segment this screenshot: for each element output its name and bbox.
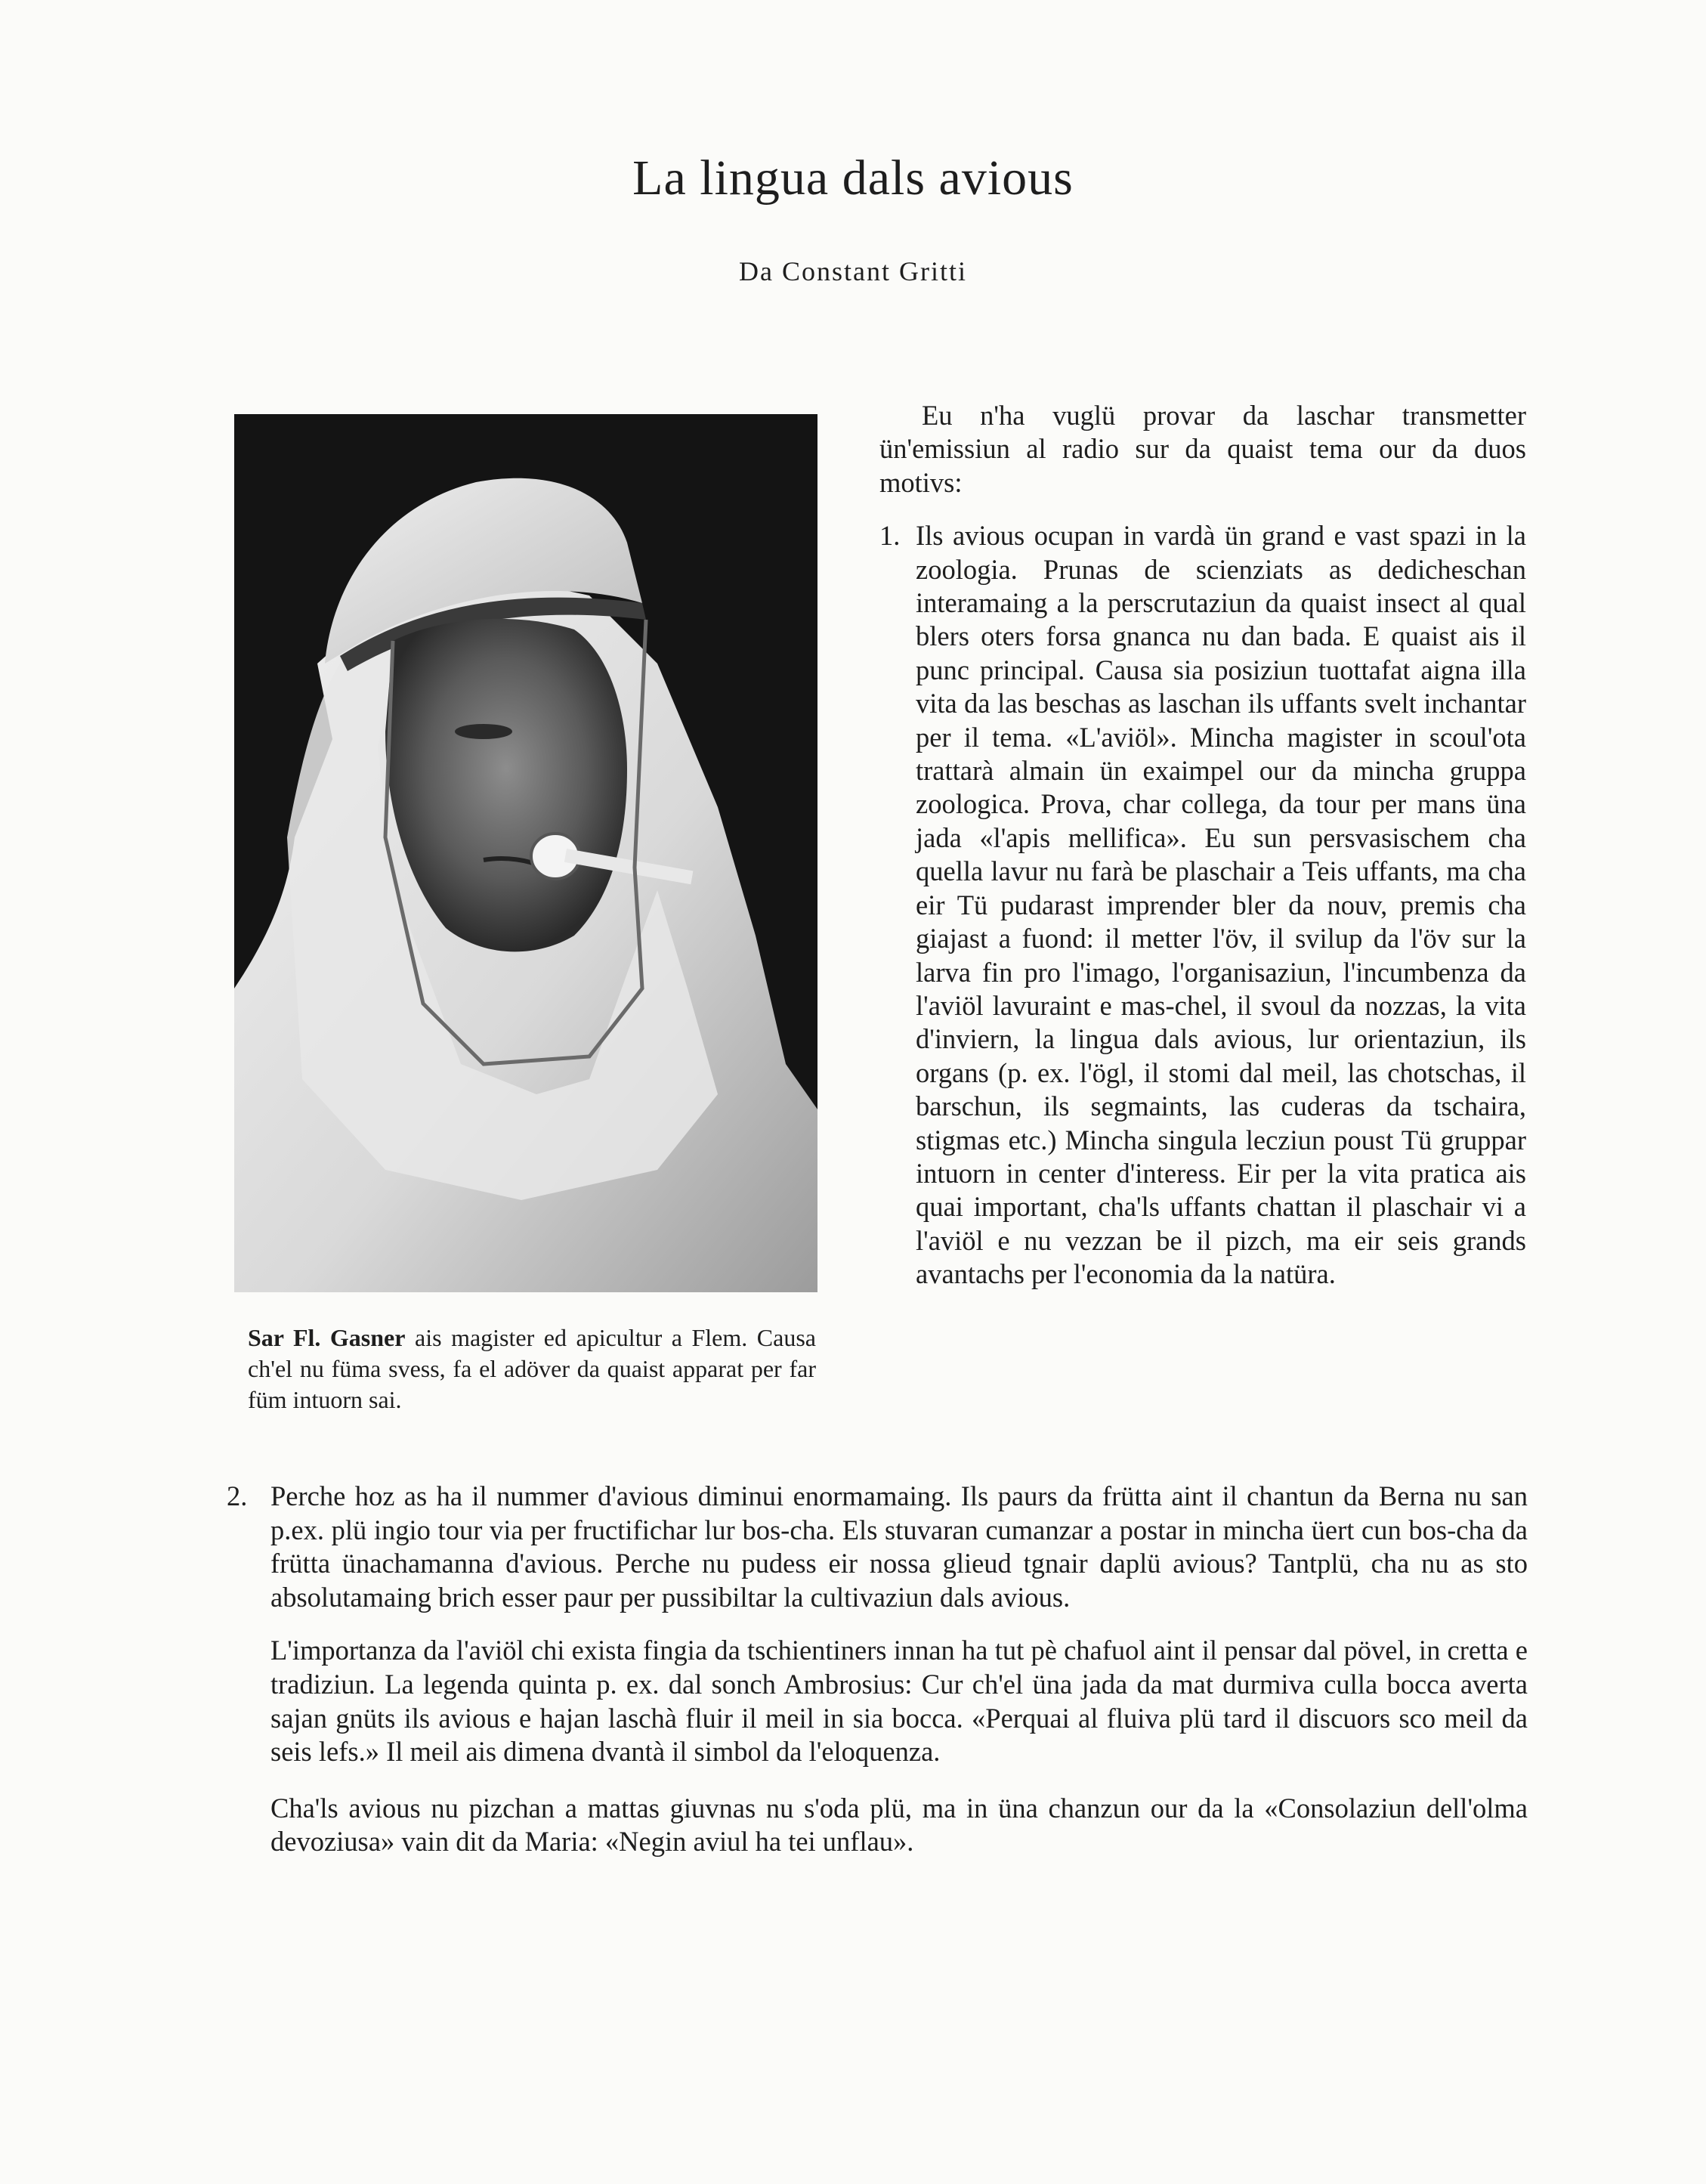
list-item-1	[879, 519, 1526, 1291]
list-text-2: Perche hoz as ha il nummer d'avious diminui enormamaing. Ils paurs da frütta aint il chantun da Berna nu san p.ex. plü ingio tour via per fructifichar lur bos-cha. Els stuvaran cumanzar a postar in mincha üert cun bos-cha da frütta ünachamanna d'avious. Perche nu pudess eir nossa glieud tgnair daplü avious? Tantplü, cha nu as sto absolutamaing brich esser paur per pussibiltar la cultivaziun dals avious.	[270, 1480, 1528, 1613]
full-width-body	[227, 1480, 1528, 1859]
article-title: La lingua dals avious	[632, 150, 1074, 206]
list-number-2: 2.	[227, 1480, 248, 1511]
intro-paragraph: Eu n'ha vuglü provar da laschar transmetter ün'emissiun al radio sur da quaist tema our da duos motivs:	[879, 400, 1526, 498]
list-text-1: Ils avious ocupan in vardà ün grand e vast spazi in la zoologia. Prunas de scienziats as dedicheschan interamaing a la perscrutaziun da quaist insect al qual blers oters forsa gnanca nu dan bada. E quaist ais il punc principal. Causa sia posiziun tuottafat aigna illa vita da las beschas as laschan ils uffants svelt inchantar per il tema. «L'aviöl». Mincha magister in scoul'ota trattarà almain ün exaimpel our da mincha gruppa zoologica. Prova, char collega, da tour per mans üna jada «l'apis mellifica». Eu sun persvasischem cha quella lavur nu farà be plaschair a Teis uffants, ma cha eir Tü pudarast imprender bler da nouv, premis cha giajast a fuond: il metter l'öv, il svilup da l'öv sur la larva fin pro l'imago, l'organisaziun, l'incumbenza da l'aviöl lavuraint e mas-chel, il svoul da nozzas, la vita d'inviern, la lingua dals avious, lur orientaziun, ils organs (p. ex. l'ögl, il stomi dal meil, las chotschas, il barschun, ils segmaints, las cuderas da tschaira, stigmas etc.) Mincha singula lecziun poust Tü gruppar intuorn in center d'interess. Eir per la vita pratica ais quai important, cha'ls uffants chattan il plaschair vi a l'aviöl e nu vezzan be il pizch, ma eir seis grands avantachs per l'economia da la natüra.	[916, 520, 1526, 1290]
list-item-2	[227, 1480, 1528, 1614]
paragraph-4: Cha'ls avious nu pizchan a mattas giuvnas nu s'oda plü, ma in üna chanzun our da la «Consolaziun dell'olma devoziusa» vain dit da Maria: «Negin aviul ha tei unflau».	[270, 1792, 1528, 1858]
list-number-1: 1.	[879, 520, 901, 552]
article-author: Da Constant Gritti	[739, 256, 967, 286]
caption-text: ais magister ed apicultur a Flem. Causa ch'el nu füma svess, fa el adöver da quaist apparat per far füm intuorn sai.	[248, 1324, 817, 1413]
right-column	[879, 399, 1526, 1292]
paragraph-3: L'importanza da l'aviöl chi exista fingia da tschientiners innan ha tut pè chafuol aint il pensar dal pövel, in cretta e tradiziun. La legenda quinta p. ex. dal sonch Ambrosius: Cur ch'el üna jada da mat durmiva culla bocca averta sajan gnüts ils avious e hajan laschà fluir il meil in sia bocca. «Perquai al fluiva plü tard il discuors sco meil da seis lefs.» Il meil ais dimena dvantà il simbol da l'eloquenza.	[270, 1635, 1528, 1768]
caption-name: Sar Fl. Gasner	[248, 1324, 406, 1351]
photo-caption	[248, 1322, 816, 1415]
beekeeper-photo	[234, 414, 817, 1292]
